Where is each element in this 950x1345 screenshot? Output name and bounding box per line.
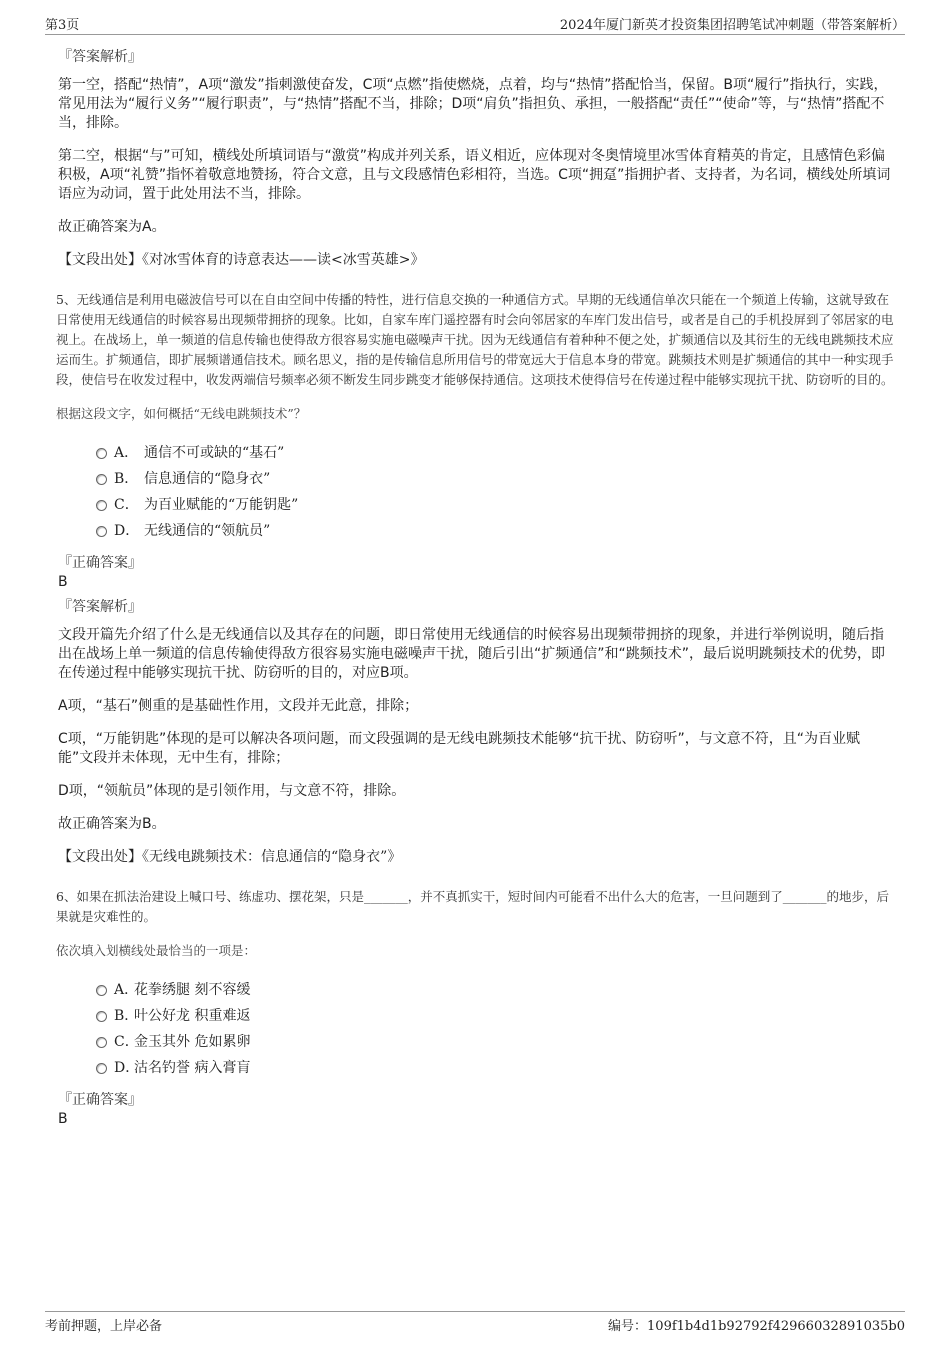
q4-analysis-paragraph: 第二空，根据“与”可知，横线处所填词语与“激赏”构成并列关系，语义相近，应体现对冬奥情境里冰雪体育精英的肯定，且感情色彩偏积极，A项“礼赞”指怀着敬意地赞扬，符合文意，且与文段感情色彩相符，当选。C项“拥趸”指拥护者、支持者，为名词，横线处所填词语应为动词，置于此处用法不当，排除。 <box>58 148 891 202</box>
q5-option-a[interactable] <box>96 440 894 466</box>
footer-slogan: 考前押题，上岸必备 <box>45 1319 163 1334</box>
q6-option-c[interactable] <box>96 1029 894 1055</box>
q5-analysis-paragraph: C项，“万能钥匙”体现的是可以解决各项问题，而文段强调的是无线电跳频技术能够“抗干扰、防窃听”，与文意不符，且“为百业赋能”文段并未体现，无中生有，排除； <box>58 731 861 766</box>
option-letter: D． <box>114 523 140 539</box>
option-text: 信息通信的“隐身衣” <box>144 471 271 487</box>
q4-analysis-paragraph: 故正确答案为A。 <box>58 219 166 235</box>
page-footer <box>45 1311 905 1335</box>
q6-options <box>96 977 894 1081</box>
radio-icon[interactable] <box>96 448 107 459</box>
q5-prompt: 根据这段文字，如何概括“无线电跳频技术”？ <box>56 406 307 421</box>
q5-options <box>96 440 894 544</box>
q5-answer-tag: 『正确答案』 <box>58 555 142 571</box>
q5-option-c[interactable] <box>96 492 894 518</box>
radio-icon[interactable] <box>96 985 107 996</box>
option-letter: A． <box>114 982 139 998</box>
q6-option-b[interactable] <box>96 1003 894 1029</box>
q5-analysis-paragraph: 文段开篇先介绍了什么是无线通信以及其存在的问题，即日常使用无线通信的时候容易出现频带拥挤的现象，并进行举例说明，随后指出在战场上单一频道的信息传输使得敌方很容易实施电磁噪声干扰，随后引出“扩频通信”和“跳频技术”，最后说明跳频技术的优势，即在传递过程中能够实现抗干扰、防窃听的目的，对应B项。 <box>58 627 886 681</box>
option-text: 沽名钓誉 病入膏肓 <box>134 1060 251 1076</box>
q5-analysis <box>58 622 894 834</box>
option-text: 为百业赋能的“万能钥匙” <box>144 497 299 513</box>
q6-question-text: 6、如果在抓法治建设上喊口号、练虚功、摆花架，只是_______，并不真抓实干，短时间内可能看不出什么大的危害，一旦问题到了_______的地步，后果就是灾难性的。 <box>56 889 889 924</box>
option-letter: C． <box>114 1034 139 1050</box>
q6-answer-tag: 『正确答案』 <box>58 1092 142 1108</box>
q4-analysis <box>58 72 894 237</box>
option-letter: B． <box>114 1008 139 1024</box>
q5-option-d[interactable] <box>96 518 894 544</box>
q5-source: 【文段出处】《无线电跳频技术：信息通信的“隐身衣”》 <box>58 849 402 865</box>
page-number: 第3页 <box>45 18 80 33</box>
option-letter: C． <box>114 497 139 513</box>
q4-analysis-paragraph: 第一空，搭配“热情”，A项“激发”指刺激使奋发，C项“点燃”指使燃烧，点着，均与“热情”搭配恰当，保留。B项“履行”指执行，实践，常见用法为“履行义务”“履行职责”，与“热情”搭配不当，排除；D项“肩负”指担负、承担，一般搭配“责任”“使命”等，与“热情”搭配不当，排除。 <box>58 77 888 131</box>
option-text: 金玉其外 危如累卵 <box>134 1034 251 1050</box>
q6-prompt: 依次填入划横线处最恰当的一项是： <box>56 943 257 958</box>
radio-icon[interactable] <box>96 1063 107 1074</box>
option-text: 花拳绣腿 刻不容缓 <box>134 982 251 998</box>
radio-icon[interactable] <box>96 526 107 537</box>
option-letter: B． <box>114 471 139 487</box>
q5-question-text: 5、无线通信是利用电磁波信号可以在自由空间中传播的特性，进行信息交换的一种通信方式。早期的无线通信单次只能在一个频道上传输，这就导致在日常使用无线通信的时候容易出现频带拥挤的现象。比如，自家车库门遥控器有时会向邻居家的车库门发出信号，或者是自己的手机投屏到了邻居家的电视上。在战场上，单一频道的信息传输也使得敌方很容易实施电磁噪声干扰。因为无线通信有着种种不便之处，扩频通信以及其衍生的无线电跳频技术应运而生。扩频通信，即扩展频谱通信技术。顾名思义，指的是传输信息所用信号的带宽远大于信息本身的带宽。跳频技术则是扩频通信的其中一种实现手段，使信号在收发过程中，收发两端信号频率必须不断发生同步跳变才能够保持通信。这项技术使得信号在传递过程中能够实现抗干扰、防窃听的目的。 <box>56 292 894 387</box>
q5-answer: B <box>58 574 68 590</box>
q5-option-b[interactable] <box>96 466 894 492</box>
q5-analysis-paragraph: A项，“基石”侧重的是基础性作用，文段并无此意，排除； <box>58 698 419 714</box>
radio-icon[interactable] <box>96 500 107 511</box>
radio-icon[interactable] <box>96 1037 107 1048</box>
document-code: 编号：109f1b4d1b92792f42966032891035b0 <box>608 1319 905 1334</box>
option-text: 通信不可或缺的“基石” <box>144 445 285 461</box>
radio-icon[interactable] <box>96 1011 107 1022</box>
option-letter: A． <box>114 445 139 461</box>
q4-analysis-tag: 『答案解析』 <box>58 49 142 65</box>
q6-answer: B <box>58 1111 68 1127</box>
q5-analysis-tag: 『答案解析』 <box>58 599 142 615</box>
q5-analysis-paragraph: 故正确答案为B。 <box>58 816 166 832</box>
q5-analysis-paragraph: D项，“领航员”体现的是引领作用，与文意不符，排除。 <box>58 783 406 799</box>
document-body <box>56 42 894 1133</box>
q6-option-d[interactable] <box>96 1055 894 1081</box>
document-title: 2024年厦门新英才投资集团招聘笔试冲刺题（带答案解析） <box>559 18 905 33</box>
radio-icon[interactable] <box>96 474 107 485</box>
option-text: 叶公好龙 积重难返 <box>134 1008 251 1024</box>
option-letter: D． <box>114 1060 140 1076</box>
q6-option-a[interactable] <box>96 977 894 1003</box>
page-header <box>45 14 905 35</box>
q4-source: 【文段出处】《对冰雪体育的诗意表达——读<冰雪英雄>》 <box>58 252 425 268</box>
option-text: 无线通信的“领航员” <box>144 523 271 539</box>
